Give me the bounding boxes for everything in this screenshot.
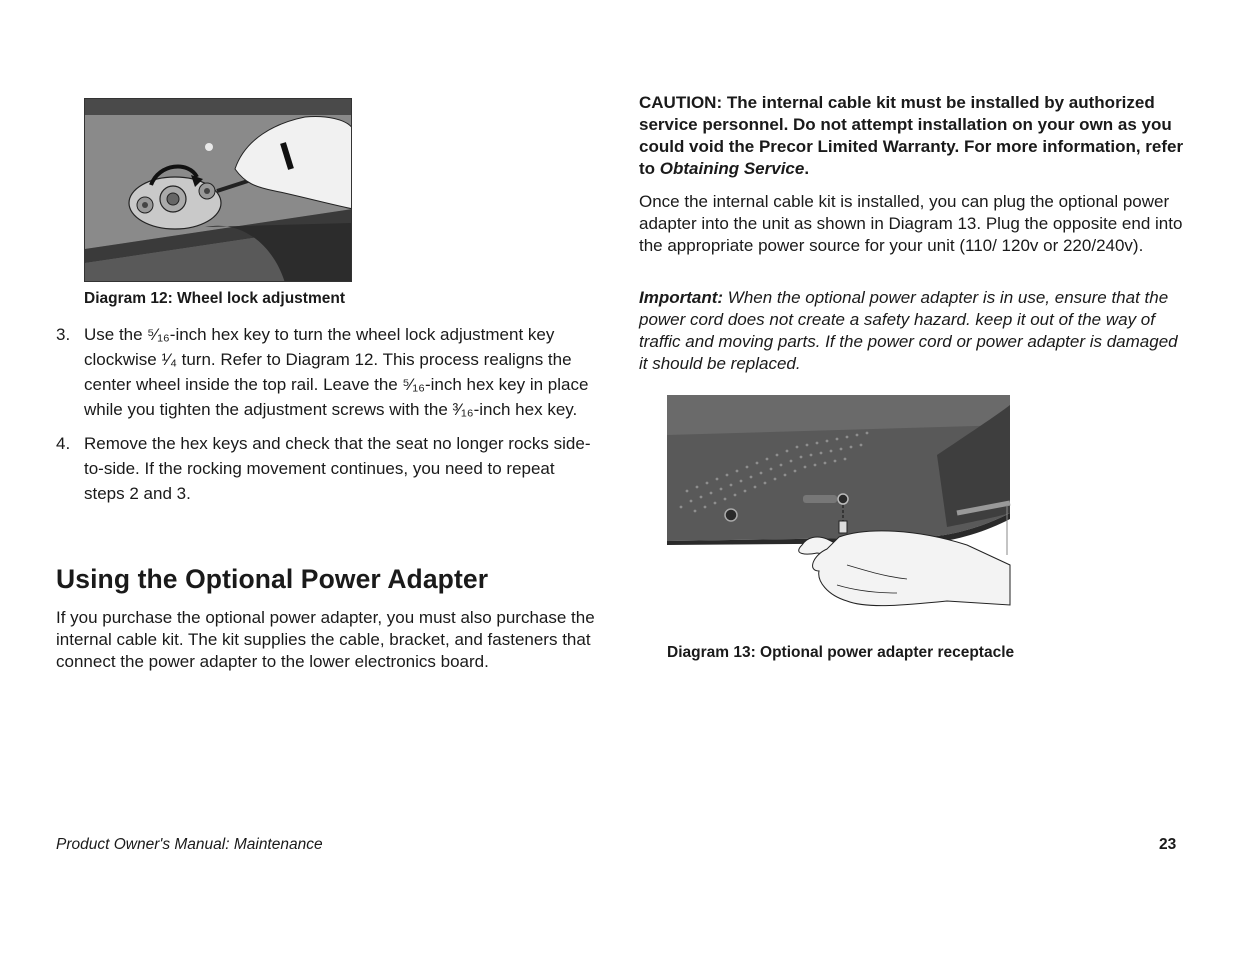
footer-title: Product Owner's Manual: Maintenance (56, 836, 323, 853)
important-text: When the optional power adapter is in use, ensure that the power cord does not create a safety hazard. keep it out of the way of traffic and moving parts. If the power cord or power adapter is damaged it should be replaced. (639, 288, 1178, 373)
step-text: Remove the hex keys and check that the seat no longer rocks side-to-side. If the rocking movement continues, you need to repeat steps 2 and 3. (84, 434, 591, 503)
obtaining-service-link[interactable]: Obtaining Service (659, 159, 805, 178)
section-heading: Using the Optional Power Adapter (56, 564, 489, 594)
diagram-13-caption: Diagram 13: Optional power adapter receptacle (667, 644, 1015, 661)
important-label: Important: (639, 288, 724, 307)
section-intro: If you purchase the optional power adapter, you must also purchase the internal cable kit. The kit supplies the cable, bracket, and fasteners that connect the power adapter to the lower electronics board. (56, 608, 595, 671)
step-number: 3. (56, 325, 71, 344)
caution-end: . (804, 159, 810, 178)
cable-kit-paragraph: Once the internal cable kit is installed, you can plug the optional power adapter into the unit as shown in Diagram 13. Plug the opposite end into the appropriate power source for your unit (110/ 120v or 220/240v). (639, 192, 1183, 255)
wheel-lock-illustration (85, 99, 352, 282)
important-note (639, 287, 1184, 375)
diagram-12-caption: Diagram 12: Wheel lock adjustment (84, 290, 345, 307)
step-text: Use the ⁵⁄₁₆-inch hex key to turn the wheel lock adjustment key clockwise ¹⁄₄ turn. Refer to Diagram 12. This process realigns the center wheel inside the top rail. Leave the ⁵⁄₁₆-inch hex key in place while you tighten the adjustment screws with the ³⁄₁₆-inch hex key. (84, 325, 589, 419)
list-item (56, 431, 596, 506)
page-number: 23 (1159, 836, 1177, 853)
caution-note (639, 92, 1184, 180)
power-adapter-illustration (667, 395, 1012, 625)
list-item (56, 322, 596, 422)
step-number: 4. (56, 434, 71, 453)
steps-list (56, 322, 596, 515)
diagram-12-image (84, 98, 352, 282)
caution-text: CAUTION: The internal cable kit must be installed by authorized service personnel. Do not attempt installation on your own as you could void the Precor Limited Warranty. For more information, refer to (639, 93, 1184, 178)
diagram-13-image (667, 395, 1012, 625)
